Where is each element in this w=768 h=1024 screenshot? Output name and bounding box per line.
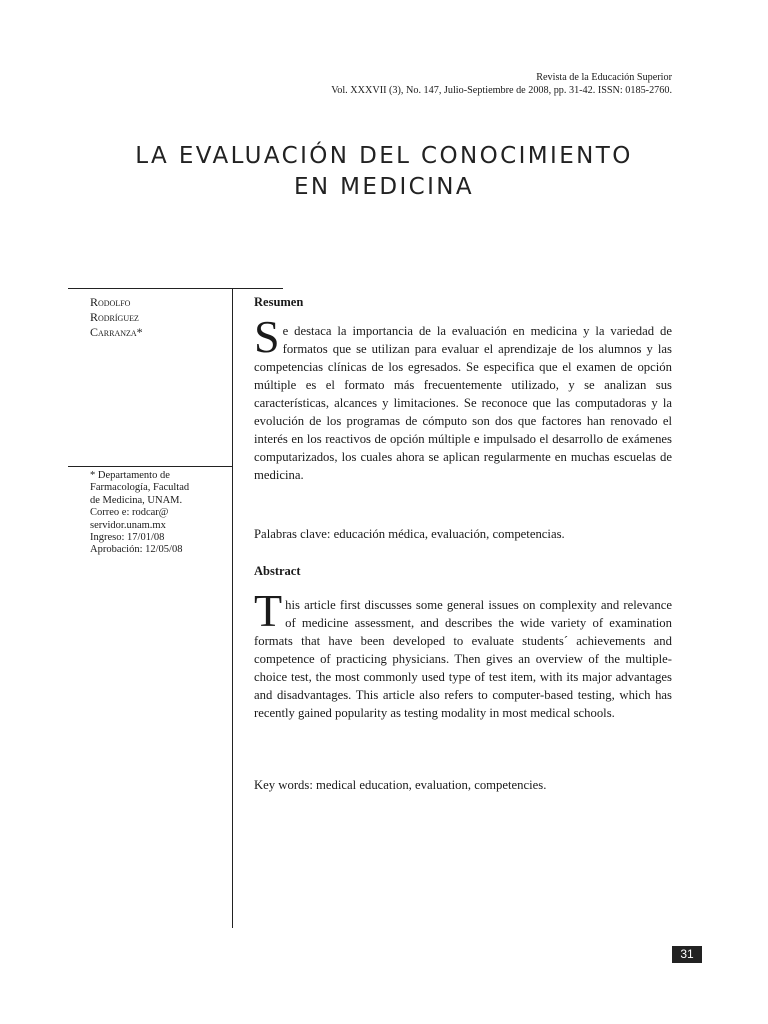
resumen-body (254, 311, 672, 484)
affiliation-line-7: Aprobación: 12/05/08 (90, 544, 183, 556)
author-affiliation (90, 470, 230, 557)
column-divider (232, 288, 233, 928)
title-line-2: EN MEDICINA (293, 174, 475, 200)
resumen-keywords: Palabras clave: educación médica, evaluación, competencias. (254, 527, 565, 541)
affiliation-line-2: Farmacología, Facultad (90, 482, 190, 494)
author-top-rule (68, 288, 283, 289)
author-line-1: Rodolfo (90, 295, 131, 309)
abstract-body (254, 585, 672, 722)
abstract-text: his article first discusses some general issues on complexity and relevance of medicine assessment, and describes the wide variety of examination formats that have been developed to evaluate students´ achievements and competence of practicing physicians. Then gives an overview of the multiple-choice test, the most commonly used type of test item, with its major advantages and disadvantages. This article also refers to computer-based testing, which has recently gained popularity as testing modality in most medical schools. (254, 598, 672, 720)
article-title (60, 141, 708, 203)
title-line-1: LA EVALUACIÓN DEL CONOCIMIENTO (135, 143, 633, 169)
journal-header (331, 71, 672, 97)
journal-citation: Vol. XXXVII (3), No. 147, Julio-Septiembre de 2008, pp. 31-42. ISSN: 0185-2760. (331, 85, 672, 96)
resumen-heading: Resumen (254, 295, 304, 309)
affiliation-line-5: servidor.unam.mx (90, 519, 166, 531)
affiliation-line-1: * Departamento de (90, 470, 170, 481)
resumen-dropcap: S (254, 311, 280, 362)
author-name (90, 295, 230, 340)
affiliation-line-6: Ingreso: 17/01/08 (90, 532, 165, 544)
abstract-dropcap: T (254, 585, 283, 636)
journal-name: Revista de la Educación Superior (536, 72, 672, 83)
page-number: 31 (672, 946, 702, 963)
affiliation-line-3: de Medicina, UNAM. (90, 494, 183, 506)
abstract-heading: Abstract (254, 564, 301, 578)
affiliation-line-4: Correo e: rodcar@ (90, 507, 169, 519)
abstract-keywords: Key words: medical education, evaluation, competencies. (254, 778, 547, 792)
author-line-3: Carranza* (90, 325, 143, 339)
resumen-text: e destaca la importancia de la evaluación en medicina y la variedad de formatos que se utilizan para evaluar el aprendizaje de los alumnos y las competencias clínicas de los egresados. Se especifica que el examen de opción múltiple es el formato más frecuentemente utilizado, y se analizan sus características, alcances y limitaciones. Se reconoce que las computadoras y la evolución de los programas de cómputo son dos que factores han renovado el interés en los reactivos de opción múltiple e impulsado el desarrollo de exámenes computarizados, los cuales ahora se aplican regularmente en muchas escuelas de medicina. (254, 324, 672, 482)
author-line-2: Rodríguez (90, 310, 139, 324)
affiliation-rule (68, 466, 233, 467)
